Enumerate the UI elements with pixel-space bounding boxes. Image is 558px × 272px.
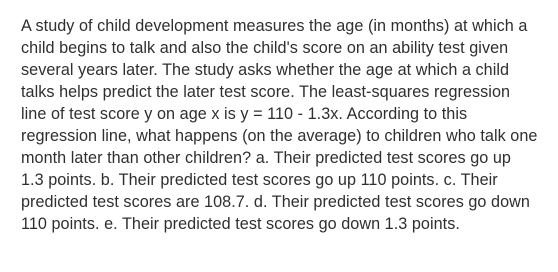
question-text: A study of child development measures the age (in months) at which a child begins to talk and also the child's score on an ability test given several years later. The study asks whether the age at which a child talks helps predict the later test score. The least-squares regression line of test score y on age x is y = 110 - 1.3x. According to this regression line, what happens (on the average) to children who talk one month later than other children? a. Their predicted test scores go up 1.3 points. b. Their predicted test scores go up 110 points. c. Their predicted test scores are 108.7. d. Their predicted test scores go down 110 points. e. Their predicted test scores go down 1.3 points. bbox=[21, 17, 538, 233]
